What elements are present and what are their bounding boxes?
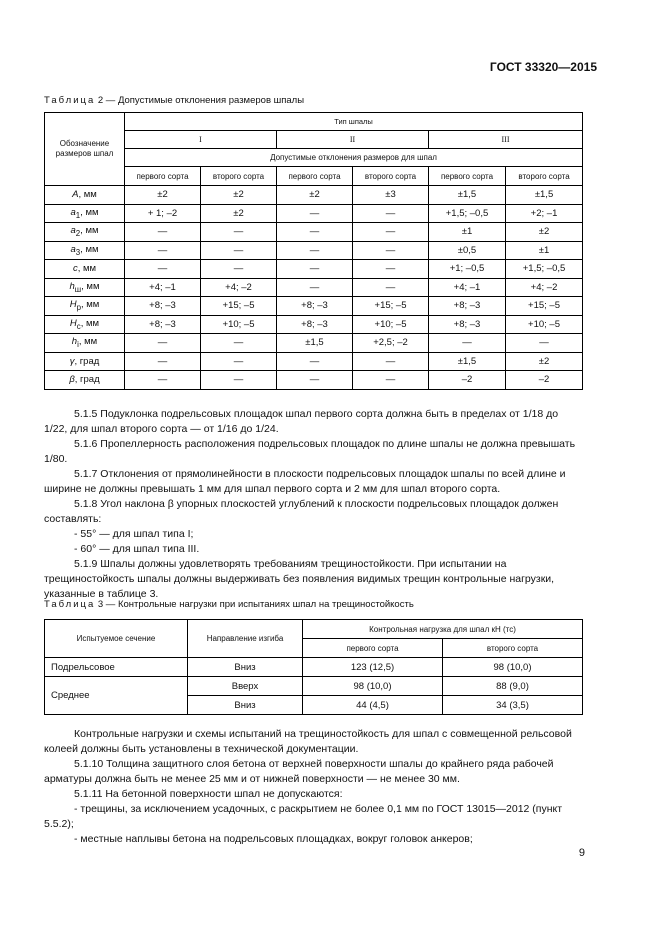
type-ii-header: II [277, 131, 429, 149]
dimension-subscript: 3 [75, 247, 81, 257]
tolerance-cell: ±1,5 [429, 352, 506, 371]
paragraph: - 55° — для шпал типа I; [74, 528, 194, 540]
tolerance-cell: +1,5; –0,5 [506, 260, 583, 279]
tolerance-cell: — [201, 260, 277, 279]
tolerance-cell: ±2 [506, 352, 583, 371]
tolerance-cell: ±3 [353, 186, 429, 205]
dimension-symbol: β [69, 374, 75, 386]
dimension-symbol: h [71, 336, 78, 348]
table-row [45, 352, 583, 371]
table-row [45, 186, 583, 205]
tolerance-cell: — [277, 371, 353, 390]
paragraph: Контрольные нагрузки и схемы испытаний на трещиностойкость для шпал с совмещенной рельсовой колеей должны быть установлены в технической документации. [44, 728, 572, 755]
tolerance-cell: +15; –5 [506, 297, 583, 316]
table2-caption-text: 2 — Допустимые отклонения размеров шпалы [95, 95, 305, 106]
dimension-symbol: a [70, 206, 76, 218]
type-iii-header: III [429, 131, 583, 149]
tolerance-cell: ±2 [201, 186, 277, 205]
dimension-subscript: i [77, 340, 79, 350]
dimension-subscript: 2 [75, 229, 81, 239]
tolerance-cell: –2 [506, 371, 583, 390]
tolerance-cell: — [353, 371, 429, 390]
tolerance-cell: +4; –1 [429, 278, 506, 297]
table-row [45, 334, 583, 353]
second-grade-cell: 98 (10,0) [443, 658, 583, 677]
document-header: ГОСТ 33320—2015 [489, 60, 597, 74]
tolerance-cell: +2,5; –2 [353, 334, 429, 353]
second-grade-cell: 34 (3,5) [443, 696, 583, 715]
tolerance-cell: — [353, 241, 429, 260]
paragraph: - трещины, за исключением усадочных, с раскрытием не более 0,1 мм по ГОСТ 13015—2012 (пункт 5.5.2); [44, 803, 563, 830]
tolerance-cell: — [353, 204, 429, 223]
load-table [44, 619, 583, 715]
tolerance-cell: +8; –3 [125, 297, 201, 316]
dimension-unit: , мм [80, 317, 100, 329]
dimension-symbol: A [72, 189, 79, 201]
direction-header: Направление изгиба [188, 620, 303, 658]
dimension-unit: , мм [81, 280, 100, 292]
tolerance-cell: + 1; –2 [125, 204, 201, 223]
text-block-2 [44, 727, 584, 847]
tolerance-cell: — [125, 260, 201, 279]
paragraph: 5.1.9 Шпалы должны удовлетворять требованиям трещиностойкости. При испытании на трещиностойкость шпалы должны выдерживать без появления видимых трещин контрольные нагрузки, указанные в таблице 3. [44, 558, 555, 600]
dimension-symbol: a [70, 243, 76, 255]
tolerance-cell: +8; –3 [429, 297, 506, 316]
dimension-cell [45, 352, 125, 371]
table-row [45, 223, 583, 242]
dimension-cell [45, 278, 125, 297]
tolerance-cell: — [125, 334, 201, 353]
dimension-cell [45, 186, 125, 205]
paragraph: 5.1.6 Пропеллерность расположения подрельсовых площадок по длине шпалы не должна превышать 1/80. [44, 438, 576, 465]
dimension-unit: , мм [80, 299, 100, 311]
tolerance-cell: — [277, 204, 353, 223]
tolerance-cell: +15; –5 [201, 297, 277, 316]
grade-header: первого сорта [429, 167, 506, 186]
first-grade-header: первого сорта [303, 639, 443, 658]
tolerance-cell: ±1,5 [506, 186, 583, 205]
tolerance-cell: — [506, 334, 583, 353]
grade-header: первого сорта [277, 167, 353, 186]
tolerance-cell: +10; –5 [353, 315, 429, 334]
direction-cell: Вверх [188, 677, 303, 696]
dimension-unit: , град [74, 374, 100, 386]
grade-header: второго сорта [201, 167, 277, 186]
tolerance-cell: — [353, 260, 429, 279]
dimension-subscript: p [76, 303, 81, 313]
tolerance-cell: +4; –2 [506, 278, 583, 297]
page-number: 9 [578, 847, 585, 859]
table-row [45, 204, 583, 223]
dimension-subscript: 1 [75, 210, 81, 220]
section-cell: Подрельсовое [45, 658, 188, 677]
tolerance-cell: — [125, 352, 201, 371]
load-header: Контрольная нагрузка для шпал кН (тс) [303, 620, 583, 639]
tolerance-cell: ±2 [277, 186, 353, 205]
dimension-symbol: h [69, 280, 75, 292]
dimension-cell [45, 315, 125, 334]
tolerance-cell: +15; –5 [353, 297, 429, 316]
dimension-cell [45, 334, 125, 353]
table-row [45, 241, 583, 260]
tolerance-cell: ±2 [506, 223, 583, 242]
dimension-unit: , мм [80, 225, 99, 237]
tolerance-cell: ±2 [125, 186, 201, 205]
first-grade-cell: 98 (10,0) [303, 677, 443, 696]
tolerance-cell: — [201, 334, 277, 353]
tolerance-cell: +8; –3 [125, 315, 201, 334]
paragraph: 5.1.11 На бетонной поверхности шпал не допускаются: [74, 788, 343, 800]
first-grade-cell: 44 (4,5) [303, 696, 443, 715]
tolerance-cell: +2; –1 [506, 204, 583, 223]
tolerance-cell: — [277, 352, 353, 371]
tolerance-cell: +4; –2 [201, 278, 277, 297]
dimension-symbol: H [69, 317, 77, 329]
tolerance-cell: — [277, 260, 353, 279]
type-header: Тип шпалы [125, 113, 583, 131]
deviation-header: Допустимые отклонения размеров для шпал [125, 149, 583, 167]
dimension-cell [45, 371, 125, 390]
table2-caption [44, 95, 304, 106]
table-row [45, 260, 583, 279]
tolerance-cell: — [353, 278, 429, 297]
dimension-cell [45, 297, 125, 316]
dimension-cell [45, 241, 125, 260]
table-row [45, 658, 583, 677]
dimension-subscript: c [76, 321, 81, 331]
direction-cell: Вниз [188, 658, 303, 677]
dimension-unit: , мм [80, 243, 99, 255]
tolerance-cell: ±1 [506, 241, 583, 260]
tolerance-cell: — [201, 223, 277, 242]
dimension-symbol: c [72, 263, 78, 275]
grade-header: второго сорта [506, 167, 583, 186]
dimension-unit: , мм [77, 263, 97, 275]
tolerance-cell: +8; –3 [277, 297, 353, 316]
second-grade-cell: 88 (9,0) [443, 677, 583, 696]
dimension-subscript: ш [74, 284, 82, 294]
tolerance-cell: — [429, 334, 506, 353]
dimension-unit: , мм [78, 336, 98, 348]
tolerance-cell: — [353, 352, 429, 371]
dimension-symbol: γ [69, 355, 75, 367]
direction-cell: Вниз [188, 696, 303, 715]
dimension-unit: , град [74, 355, 100, 367]
tolerance-cell: — [277, 241, 353, 260]
table-row [45, 315, 583, 334]
tolerance-cell: +10; –5 [201, 315, 277, 334]
tolerance-cell: — [277, 278, 353, 297]
paragraph: - местные наплывы бетона на подрельсовых площадках, вокруг головок анкеров; [74, 833, 473, 845]
text-block-1 [44, 407, 584, 602]
paragraph: 5.1.7 Отклонения от прямолинейности в плоскости подрельсовых площадок шпалы по всей длине и ширине не должны превышать 1 мм для шпал первого сорта и 2 мм для шпал второго сорта. [44, 468, 566, 495]
table-row [45, 297, 583, 316]
second-grade-header: второго сорта [443, 639, 583, 658]
table-row [45, 278, 583, 297]
tolerance-cell: +1,5; –0,5 [429, 204, 506, 223]
table2-caption-word: Таблица [44, 95, 96, 106]
tolerance-cell: — [353, 223, 429, 242]
tolerance-cell: ±1,5 [429, 186, 506, 205]
table3-caption-text: 3 — Контрольные нагрузки при испытаниях шпал на трещиностойкость [95, 599, 414, 610]
type-i-header: I [125, 131, 277, 149]
section-header: Испытуемое сечение [45, 620, 188, 658]
grade-header: второго сорта [353, 167, 429, 186]
tolerance-cell: +10; –5 [506, 315, 583, 334]
tolerance-cell: ±1,5 [277, 334, 353, 353]
dimension-symbol: a [70, 225, 76, 237]
dimension-cell [45, 204, 125, 223]
table-row [45, 677, 583, 696]
dimension-cell [45, 260, 125, 279]
tolerance-cell: ±2 [201, 204, 277, 223]
paragraph: 5.1.5 Подуклонка подрельсовых площадок шпал первого сорта должна быть в пределах от 1/18 до 1/22, для шпал второго сорта — от 1/16 до 1/24. [44, 408, 559, 435]
table3-caption-word: Таблица [44, 599, 96, 610]
paragraph: 5.1.10 Толщина защитного слоя бетона от верхней поверхности шпалы до крайнего ряда рабочей арматуры должна быть не менее 25 мм и от нижней поверхности — не менее 30 мм. [44, 758, 554, 785]
dimension-unit: , мм [78, 189, 97, 201]
col-label-header: Обозначение размеров шпал [45, 113, 125, 186]
tolerance-cell: — [125, 241, 201, 260]
tolerance-table [44, 112, 583, 390]
tolerance-cell: — [201, 352, 277, 371]
tolerance-cell: — [125, 223, 201, 242]
tolerance-cell: +8; –3 [277, 315, 353, 334]
tolerance-cell: –2 [429, 371, 506, 390]
dimension-symbol: H [69, 299, 77, 311]
tolerance-cell: — [125, 371, 201, 390]
table-row [45, 371, 583, 390]
dimension-cell [45, 223, 125, 242]
tolerance-cell: ±1 [429, 223, 506, 242]
paragraph: - 60° — для шпал типа III. [74, 543, 200, 555]
tolerance-cell: +1; –0,5 [429, 260, 506, 279]
section-cell: Среднее [45, 677, 188, 715]
tolerance-cell: — [201, 371, 277, 390]
dimension-unit: , мм [80, 206, 99, 218]
paragraph: 5.1.8 Угол наклона β упорных плоскостей углублений к плоскости подрельсовых площадок должен составлять: [44, 498, 559, 525]
tolerance-cell: — [277, 223, 353, 242]
grade-header: первого сорта [125, 167, 201, 186]
first-grade-cell: 123 (12,5) [303, 658, 443, 677]
tolerance-cell: +8; –3 [429, 315, 506, 334]
tolerance-cell: +4; –1 [125, 278, 201, 297]
table3-caption [44, 599, 414, 610]
tolerance-cell: — [201, 241, 277, 260]
tolerance-cell: ±0,5 [429, 241, 506, 260]
